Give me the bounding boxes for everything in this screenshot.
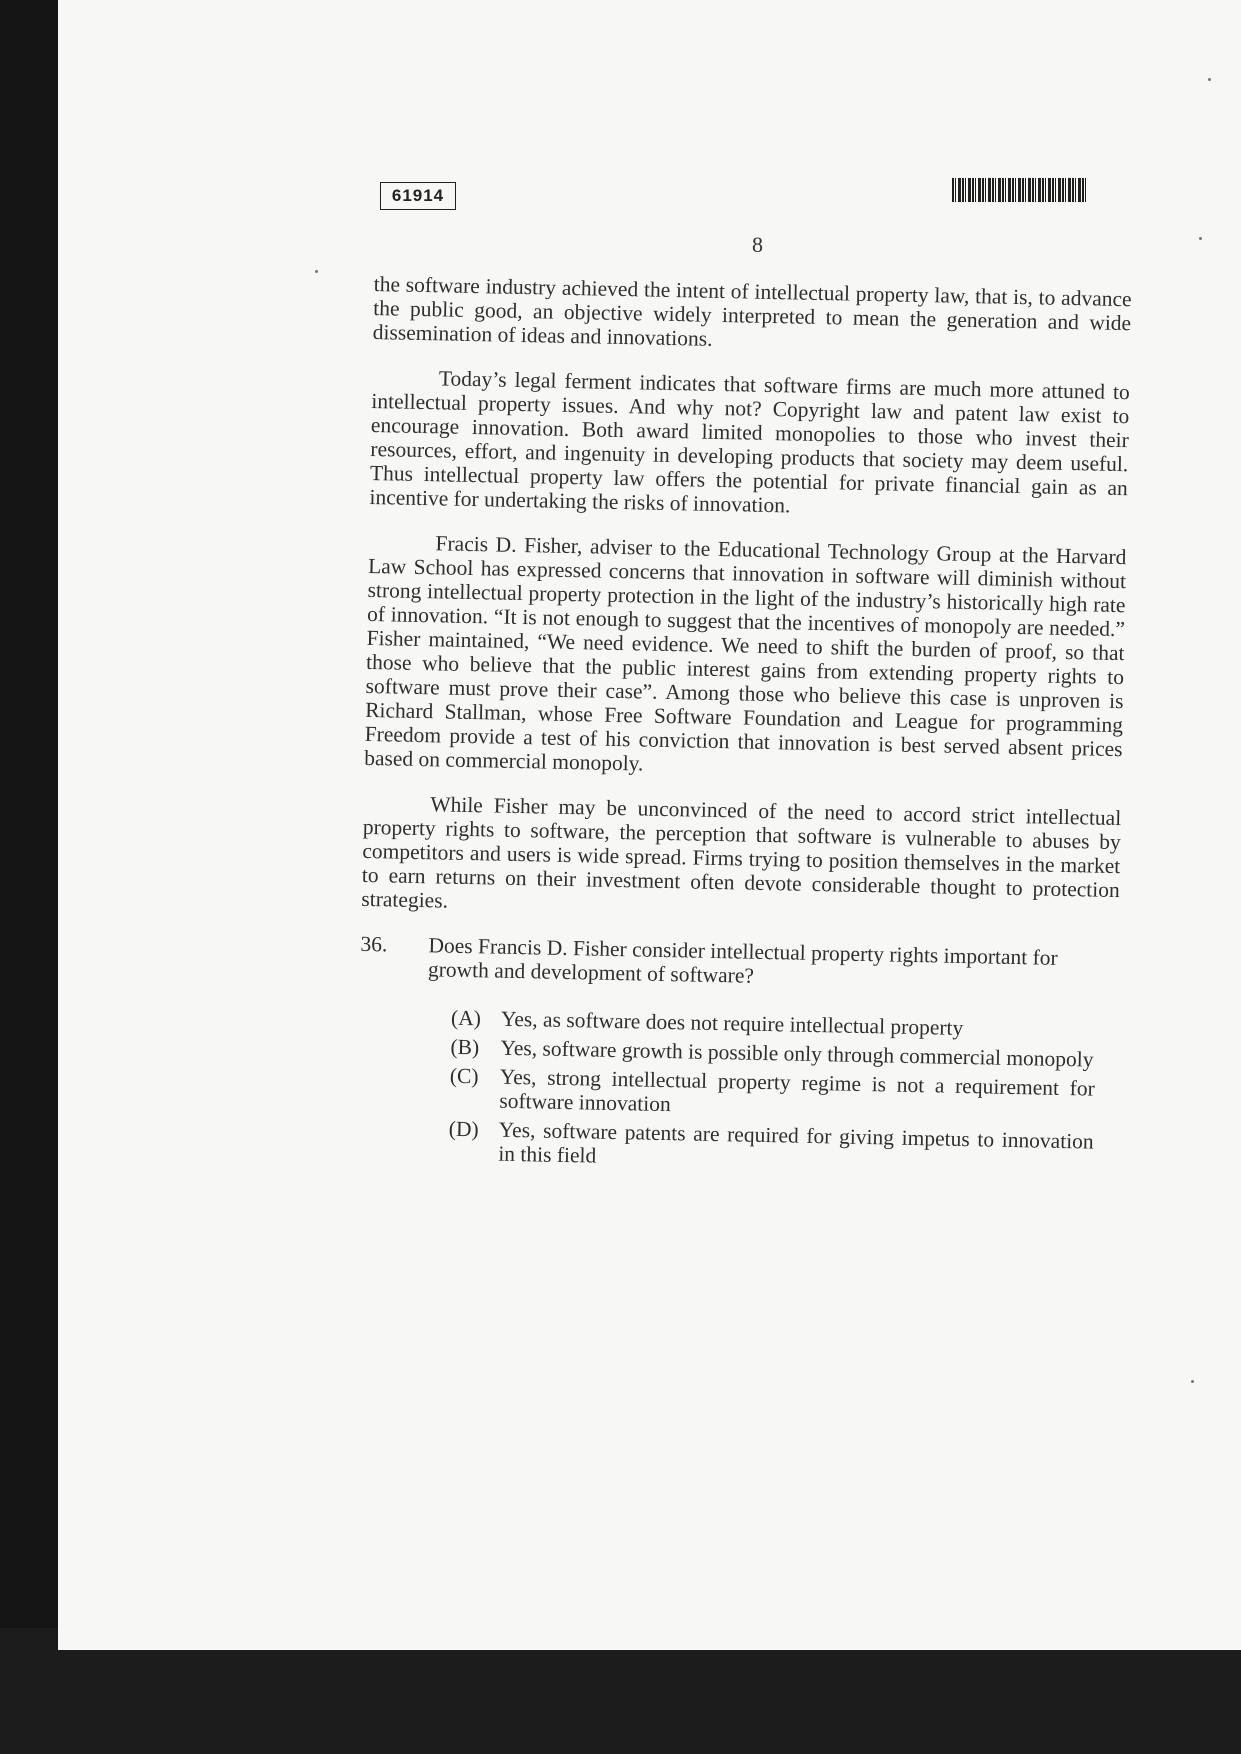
option-d [448,1117,1094,1178]
page-number: 8 [752,232,763,257]
paper-code-box: 61914 [380,182,456,210]
passage-paragraph-4: While Fisher may be unconvinced of the need to accord strict intellectual property rights to software, the perception that software is vulnerable to abuses by competitors and users is wide spread. Firms trying to position themselves in the market to earn returns on their investment often devote considerable thought to protection strategies. [361,792,1122,913]
option-letter: (A) [450,1005,482,1031]
scan-speck [1208,78,1211,81]
scan-speck [1191,1380,1194,1383]
option-letter: (B) [450,1034,480,1060]
option-text: Yes, strong intellectual property regime is not a requirement for software innovation [499,1064,1095,1117]
passage-paragraph-1: the software industry achieved the intent of intellectual property law, that is, to advance the public good, an objective widely interpreted to mean the generation and wide dissemination of ideas and innovations. [372,272,1132,351]
option-c [449,1064,1095,1125]
option-letter: (D) [448,1116,479,1142]
option-text: Yes, software growth is possible only through commercial monopoly [500,1035,1094,1072]
scanned-exam-page [58,0,1241,1650]
passage-paragraph-3: Fracis D. Fisher, adviser to the Educational Technology Group at the Harvard Law School has expressed concerns that innovation in software will diminish without strong intellectual property protection in the light of the industry’s historically high rate of innovation. “It is not enough to suggest that the incentives of monopoly are needed.” Fisher maintained, “We need evidence. We need to shift the burden of proof, so that those who believe that the public interest gains from extending property rights to software must prove their case”. Among those who believe this case is unproven is Richard Stallman, whose Free Software Foundation and League for programming Freedom provide a test of his conviction that innovation is best served absent prices based on commercial monopoly. [364,531,1127,776]
scan-speck [315,270,318,273]
scan-left-shadow [0,0,58,1754]
passage-paragraph-2: Today’s legal ferment indicates that software firms are much more attuned to intellectual property issues. And why not? Copyright law and patent law exist to encourage innovation. Both award limited monopolies to those who invest their resources, effort, and ingenuity in developing products that society may deem useful. Thus intellectual property law offers the potential for private financial gain as an incentive for undertaking the risks of innovation. [369,366,1130,518]
answer-options [448,1006,1096,1178]
question-passage [356,272,1132,1183]
barcode-icon [952,178,1086,202]
scan-speck [1199,237,1202,240]
option-text: Yes, as software does not require intellectual property [500,1006,964,1040]
option-letter: (C) [449,1063,479,1089]
question-number: 36. [360,931,388,957]
question-text: Does Francis D. Fisher consider intellectual property rights important for growth and development of software? [427,933,1058,988]
option-text: Yes, software patents are required for giving impetus to innovation in this field [498,1117,1094,1168]
question-36 [360,932,1119,995]
